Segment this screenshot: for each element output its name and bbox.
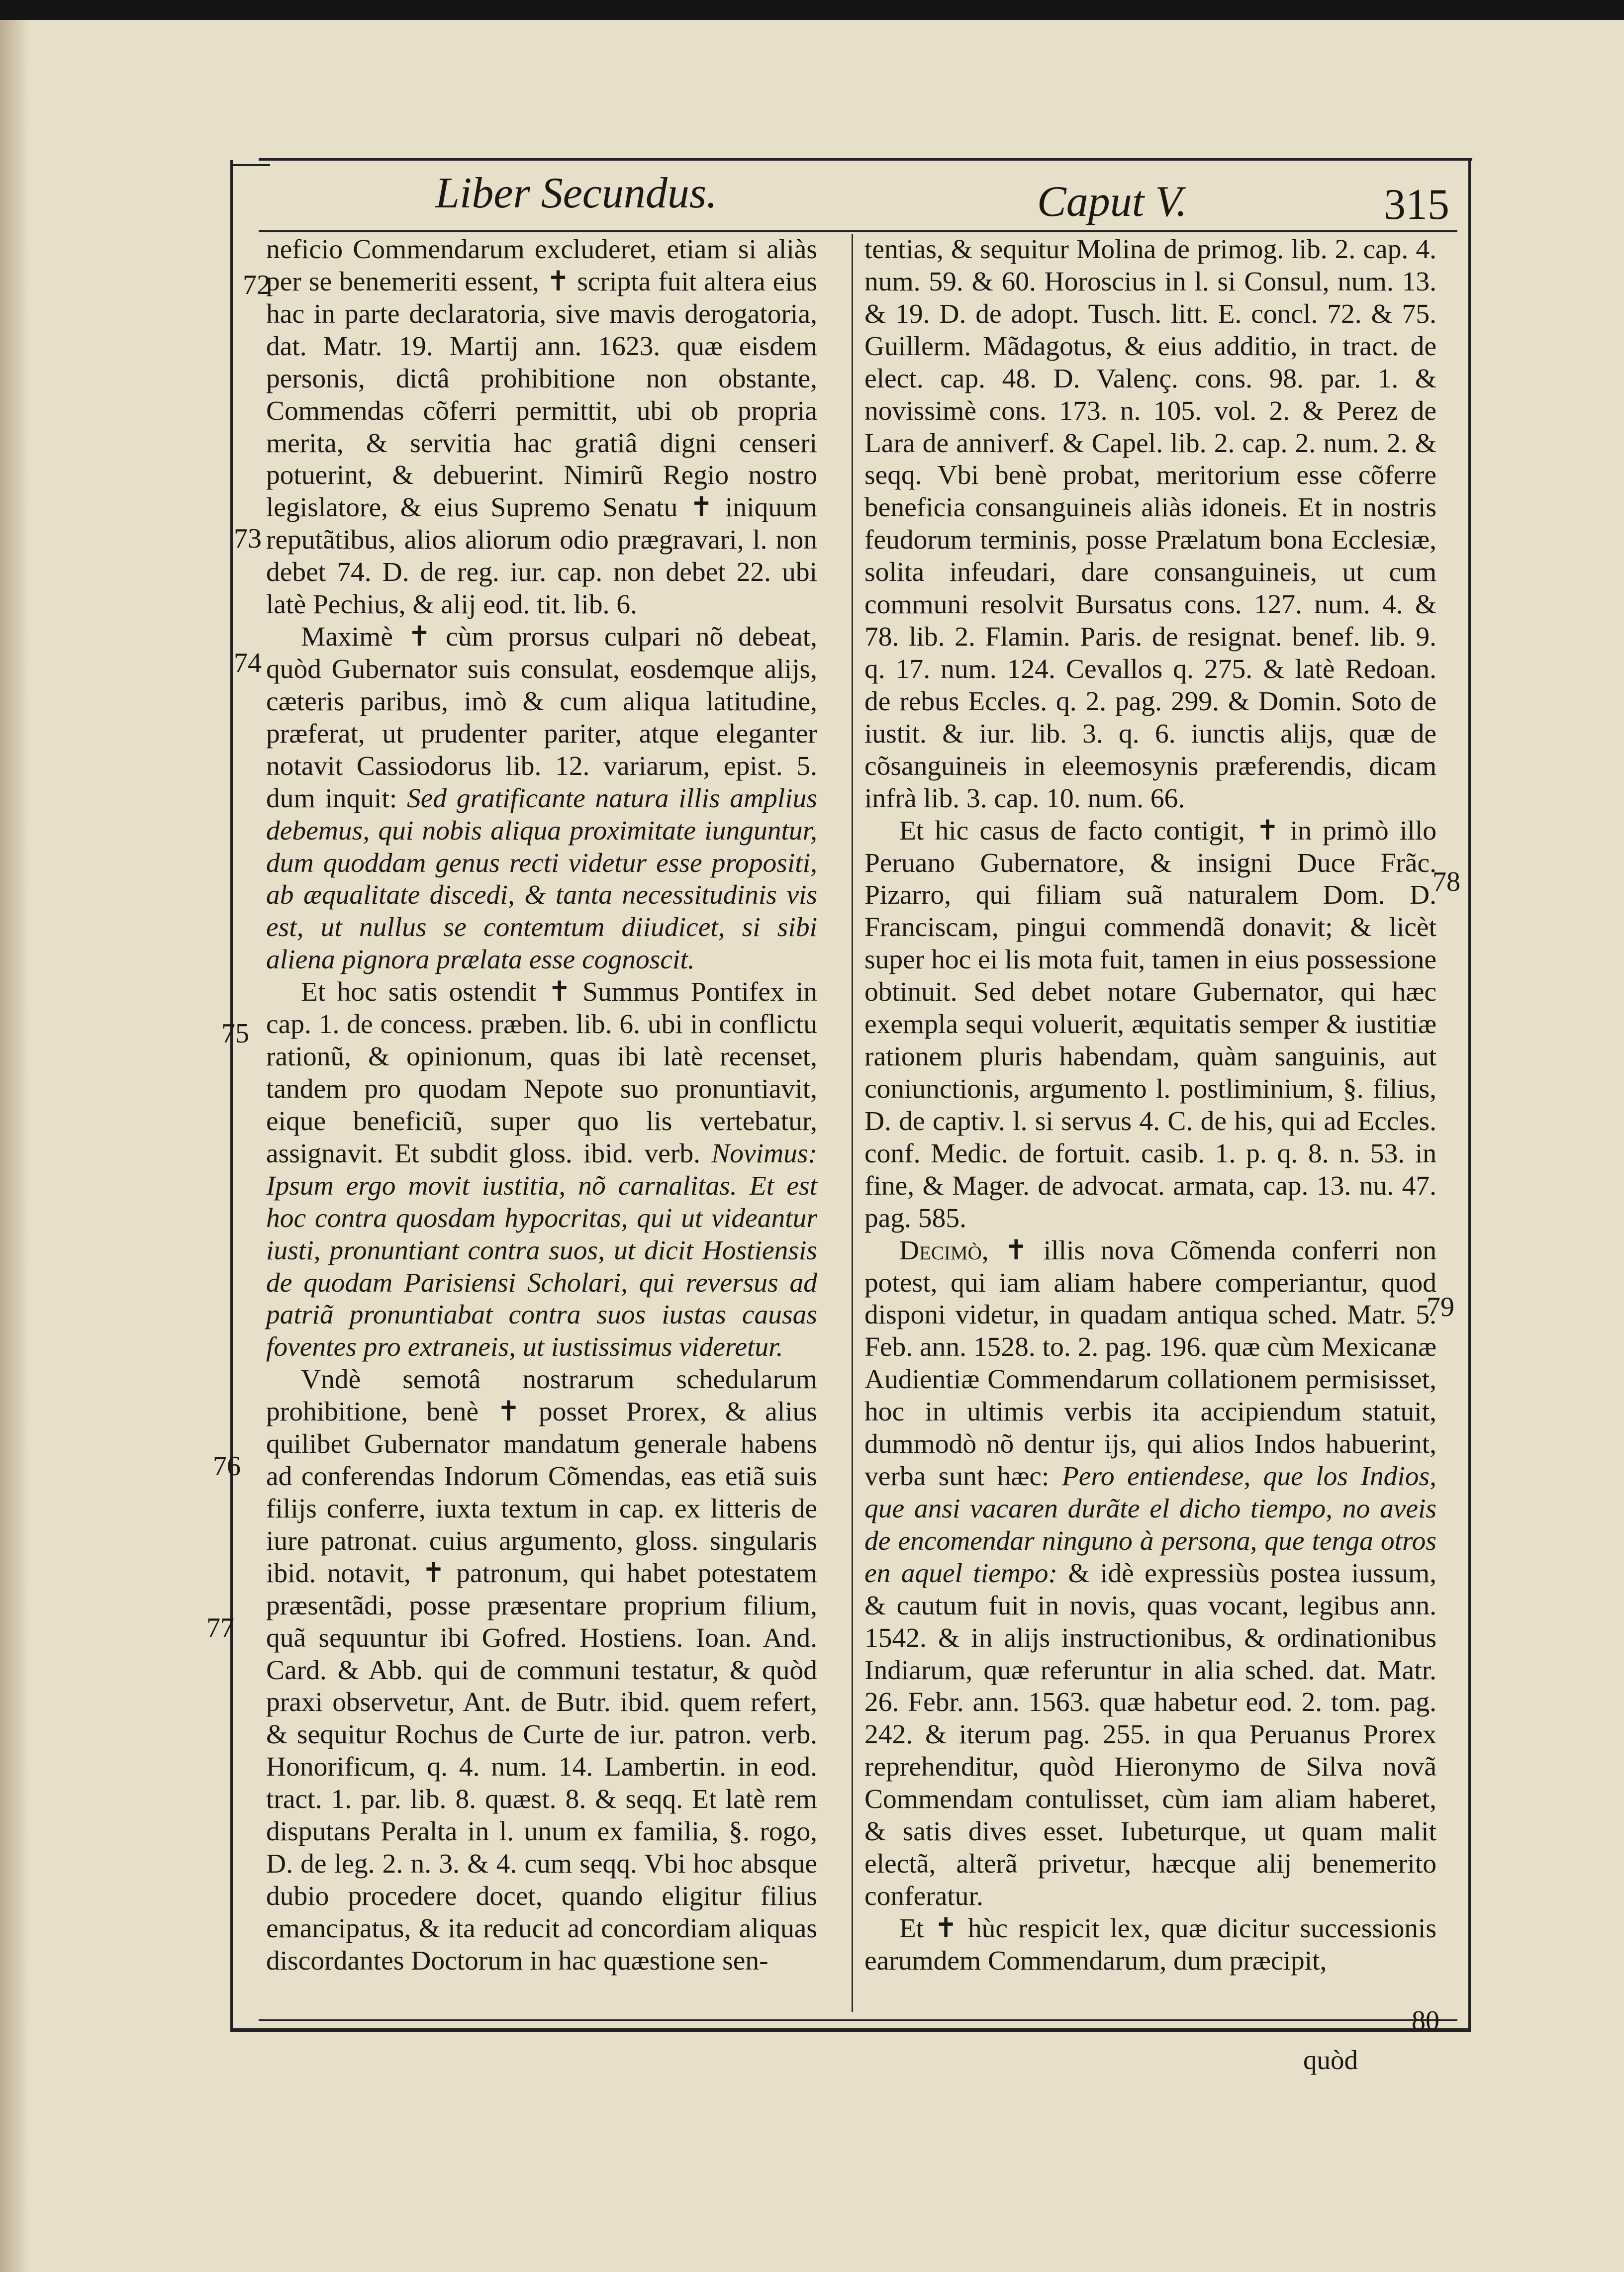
margin-number: 74 <box>234 648 262 678</box>
paragraph-text: ✝ illis nova Cõmenda conferri non potest, qui iam aliam habere comperiantur, quod disponi videtur, in quadam antiqua sched. Matr. 5. Feb. ann. 1528. to. 2. pag. 196. quæ cùm Mexicanæ Audientiæ Commendarum collationem permisisset, hoc in ultimis verbis ita accipiendum statuit, dummodò nõ dentur ijs, qui alios Indos habuerint, verba sunt hæc: <box>864 1235 1436 1492</box>
quotation: Novimus: Ipsum ergo movit iustitia, nõ carnalitas. Et est hoc contra quosdam hypocritas, qui ut videantur iusti, pronuntiant contra suos, ut dicit Hostiensis de quodam Parisiensi Scholari, qui reversus ad patriã pronuntiabat contra suos iustas causas foventes pro extraneis, ut iustissimus videretur. <box>266 1138 818 1363</box>
paragraph <box>266 621 817 976</box>
quotation: Pero entiendese, que los Indios, que ansi vacaren durãte el dicho tiempo, no aveis de encomendar ninguno à persona, que tenga otros en aquel tiempo: <box>864 1461 1436 1589</box>
paragraph: Et ✝ hùc respicit lex, quæ dicitur successionis earumdem Commendarum, dum præcipit, <box>864 1913 1436 1976</box>
margin-number: 73 <box>234 523 262 554</box>
margin-number: 76 <box>213 1451 241 1482</box>
paragraph: neficio Commendarum excluderet, etiam si aliàs per se benemeriti essent, ✝ scripta fuit altera eius hac in parte declaratoria, sive mavis derogatoria, dat. Matr. 19. Martij ann. 1623. quæ eisdem personis, dictâ prohibitione non obstante, Commendas cõferri permittit, ubi ob propria merita, & servitia hac gratiâ digni censeri potuerint, & debuerint. Nimirũ Regio nostro legislatore, & eius Supremo Senatu ✝ iniquum reputãtibus, alios aliorum odio prægravari, l. non debet 74. D. de reg. iur. cap. non debet 22. ubi latè Pechius, & alij eod. tit. lib. 6. <box>266 234 817 620</box>
footer-rule <box>259 2019 1457 2021</box>
margin-number: 75 <box>221 1018 249 1049</box>
page-top-edge <box>0 0 1624 20</box>
column-divider <box>852 234 853 2012</box>
catchword: quòd <box>1303 2045 1358 2075</box>
paragraph-text: & idè expressiùs postea iussum, & cautum fuit in novis, quas vocant, legibus ann. 1542. & in alijs instructionibus, & ordinationibus Indiarum, quæ referuntur in alia sched. dat. Matr. 26. Febr. ann. 1563. quæ habetur eod. 2. tom. pag. 242. & iterum pag. 255. in qua Peruanus Prorex reprehenditur, quòd Hieronymo de Silva novã Commendam contulisset, cùm iam aliam haberet, & satis dives esset. Iubeturque, ut quam malit electã, alterã privetur, hæcque alij benemerito conferatur. <box>864 1558 1436 1912</box>
right-text-column <box>864 234 1436 2019</box>
paragraph: tentias, & sequitur Molina de primog. lib. 2. cap. 4. num. 59. & 60. Horoscius in l. si Consul, num. 13. & 19. D. de adopt. Tusch. litt. E. concl. 72. & 75. Guillerm. Mãdagotus, & eius additio, in tract. de elect. cap. 48. D. Valenç. cons. 98. par. 1. & novissimè cons. 173. n. 105. vol. 2. & Perez de Lara de anniverf. & Capel. lib. 2. cap. 2. num. 2. & seqq. Vbi benè probat, meritorium esse cõferre beneficia consanguineis aliàs idoneis. Et in nostris feudorum terminis, posse Prælatum bona Ecclesiæ, solita infeudari, dare consanguineis, ut cum communi resolvit Bursatus cons. 127. num. 4. & 78. lib. 2. Flamin. Paris. de resignat. benef. lib. 9. q. 17. num. 124. Cevallos q. 275. & latè Redoan. de rebus Eccles. q. 2. pag. 299. & Domin. Soto de iustit. & iur. lib. 3. q. 6. iunctis alijs, quæ de cõsanguineis in eleemosynis præferendis, dicam infrà lib. 3. cap. 10. num. 66. <box>864 234 1436 814</box>
margin-number: 72 <box>243 270 271 300</box>
frame-corner-rule <box>230 164 270 166</box>
paragraph <box>864 1235 1436 1913</box>
paragraph-text: Et hoc satis ostendit ✝ Summus Pontifex in cap. 1. de concess. præben. lib. 6. ubi in conflictu rationũ, & opinionum, quas ibi latè recenset, tandem pro quodam Nepote suo pronuntiavit, eique beneficiũ, super quo lis vertebatur, assignavit. Et subdit gloss. ibid. verb. <box>266 977 817 1169</box>
paragraph: Vndè semotâ nostrarum schedularum prohibitione, benè ✝ posset Prorex, & alius quilibet Gubernator mandatum generale habens ad conferendas Indorum Cõmendas, eas etiã suis filijs conferre, iuxta textum in cap. ex litteris de iure patronat. cuius argumento, gloss. singularis ibid. notavit, ✝ patronum, qui habet potestatem præsentãdi, posse præsentare proprium filium, quã sequuntur ibi Gofred. Hostiens. Ioan. And. Card. & Abb. qui de communi testatur, & quòd praxi observetur, Ant. de Butr. ibid. quem refert, & sequitur Rochus de Curte de iur. patron. verb. Honorificum, q. 4. num. 14. Lambertin. in eod. tract. 1. par. lib. 8. quæst. 8. & seqq. Et latè rem disputans Peralta in l. unum ex familia, §. rogo, D. de leg. 2. n. 3. & 4. cum seqq. Vbi hoc absque dubio procedere docet, quando eligitur filius emancipatus, & ita reducit ad concordiam aliquas discordantes Doctorum in hac quæstione sen- <box>266 1364 817 1976</box>
margin-number: 80 <box>1412 2005 1439 2036</box>
running-head-chapter: Caput V. <box>1037 178 1187 226</box>
running-head-book: Liber Secundus. <box>435 169 718 217</box>
quotation: Sed gratificante natura illis amplius debemus, qui nobis aliqua proximitate iunguntur, dum quoddam genus recti videtur esse propositi, ab æqualitate discedi, & tanta necessitudinis vis est, ut nullus se contemtum diiudicet, si sibi aliena pignora prælata esse cognoscit. <box>266 783 817 975</box>
binding-gutter <box>0 20 30 2272</box>
left-text-column <box>266 234 817 2019</box>
margin-number: 78 <box>1433 866 1460 897</box>
page-number: 315 <box>1384 181 1449 229</box>
paragraph <box>266 976 817 1364</box>
margin-number: 77 <box>206 1612 234 1643</box>
frame-top-rule <box>259 158 1472 161</box>
paragraph-text: Maximè ✝ cùm prorsus culpari nõ debeat, quòd Gubernator suis consulat, eosdemque alijs, cæteris paribus, imò & cum aliqua latitudine, præferat, ut prudenter pariter, atque eleganter notavit Cassiodorus lib. 12. variarum, epist. 5. dum inquit: <box>266 622 817 814</box>
margin-number: 79 <box>1427 1292 1454 1323</box>
header-rule <box>259 230 1457 232</box>
paragraph: Et hic casus de facto contigit, ✝ in primò illo Peruano Gubernatore, & insigni Duce Frãc. Pizarro, qui filiam suã naturalem Dom. D. Franciscam, pingui commendã donavit; & licèt super hoc ei lis mota fuit, tamen in eius possessione obtinuit. Sed debet notare Gubernator, qui hæc exempla sequi voluerit, æquitatis semper & iustitiæ rationem pluris habendam, quàm sanguinis, aut coniunctionis, argumento l. postliminium, §. filius, D. de captiv. l. si servus 4. C. de his, qui ad Eccles. conf. Medic. de fortuit. casib. 1. p. q. 8. n. 53. in fine, & Mager. de advocat. armata, cap. 13. nu. 47. pag. 585. <box>864 815 1436 1233</box>
section-lead-word: Decimò, <box>899 1235 989 1266</box>
